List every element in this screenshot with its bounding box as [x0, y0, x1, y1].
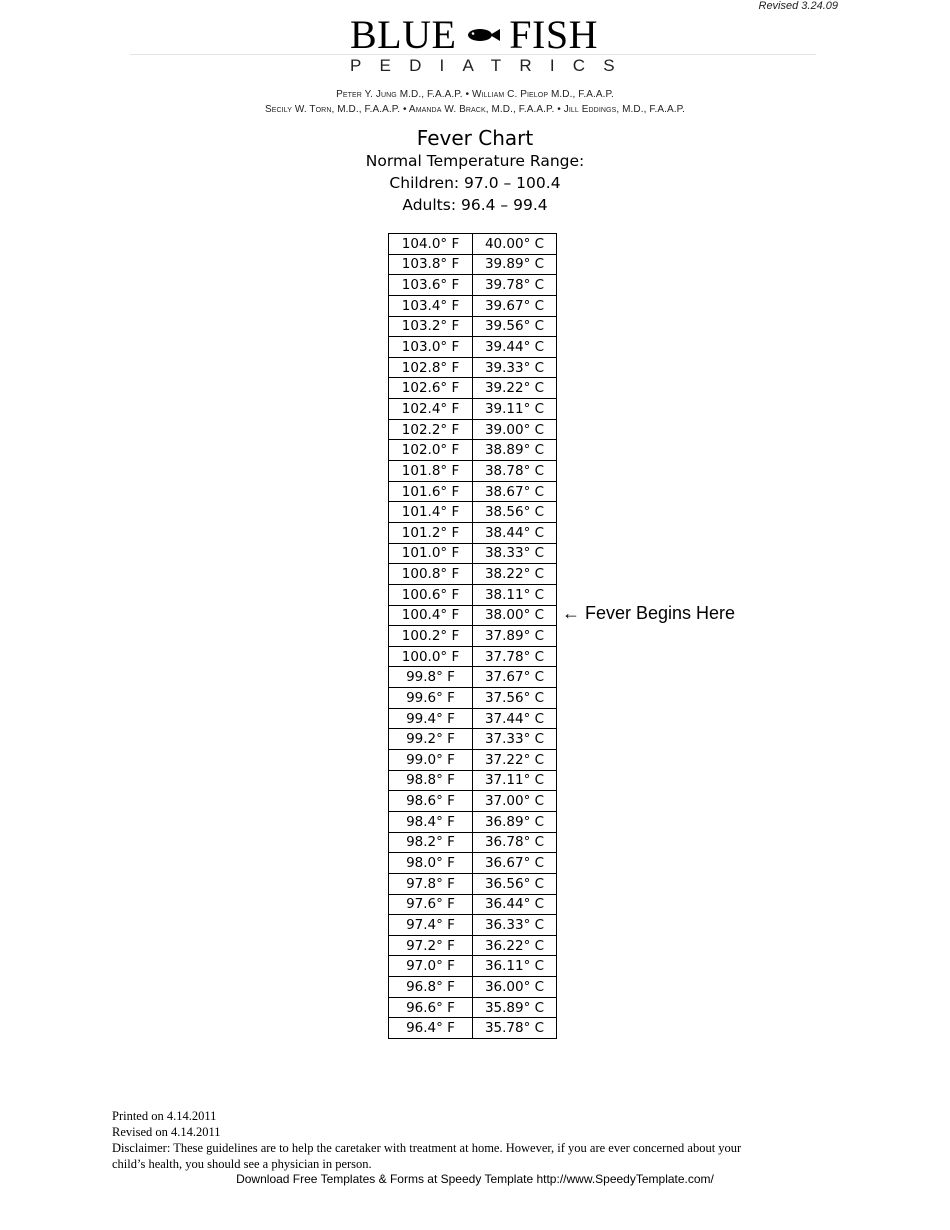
revised-on-date: Revised on 4.14.2011 [112, 1125, 221, 1139]
celsius-cell: 38.44° C [473, 522, 557, 543]
table-row [389, 750, 557, 771]
celsius-cell: 38.00° C [473, 605, 557, 626]
table-row [389, 997, 557, 1018]
table-row [389, 522, 557, 543]
table-row [389, 543, 557, 564]
table-row [389, 729, 557, 750]
celsius-cell: 37.44° C [473, 708, 557, 729]
fahrenheit-cell: 102.4° F [389, 399, 473, 420]
fahrenheit-cell: 98.2° F [389, 832, 473, 853]
logo-word-right: FISH [509, 12, 598, 57]
table-row [389, 811, 557, 832]
printed-date: Printed on 4.14.2011 [112, 1109, 217, 1123]
table-row [389, 481, 557, 502]
celsius-cell: 40.00° C [473, 234, 557, 255]
download-link[interactable]: Download Free Templates & Forms at Speedy Template http://www.SpeedyTemplate.com/ [236, 1172, 714, 1186]
celsius-cell: 36.78° C [473, 832, 557, 853]
fahrenheit-cell: 96.6° F [389, 997, 473, 1018]
doctors-line-1: Peter Y. Jung M.D., F.A.A.P. • William C. Pielop M.D., F.A.A.P. [336, 89, 614, 100]
fahrenheit-cell: 104.0° F [389, 234, 473, 255]
fahrenheit-cell: 101.0° F [389, 543, 473, 564]
fahrenheit-cell: 96.4° F [389, 1018, 473, 1039]
celsius-cell: 39.11° C [473, 399, 557, 420]
celsius-cell: 39.78° C [473, 275, 557, 296]
table-row [389, 295, 557, 316]
celsius-cell: 39.56° C [473, 316, 557, 337]
fahrenheit-cell: 100.6° F [389, 584, 473, 605]
celsius-cell: 36.44° C [473, 894, 557, 915]
table-row [389, 894, 557, 915]
table-row [389, 977, 557, 998]
fahrenheit-cell: 100.8° F [389, 564, 473, 585]
doctors-line-2: Secily W. Torn, M.D., F.A.A.P. • Amanda W. Brack, M.D., F.A.A.P. • Jill Eddings, M.D., F.A.A.P. [264, 104, 685, 115]
fahrenheit-cell: 100.2° F [389, 626, 473, 647]
table-row [389, 254, 557, 275]
logo-subtitle: PEDIATRICS [350, 56, 633, 75]
fahrenheit-cell: 98.8° F [389, 770, 473, 791]
fahrenheit-cell: 102.8° F [389, 357, 473, 378]
table-row [389, 832, 557, 853]
celsius-cell: 38.78° C [473, 461, 557, 482]
adults-range: Adults: 96.4 – 99.4 [402, 196, 548, 214]
fahrenheit-cell: 96.8° F [389, 977, 473, 998]
table-row [389, 316, 557, 337]
table-row [389, 357, 557, 378]
range-heading: Normal Temperature Range: [365, 152, 585, 170]
table-row [389, 688, 557, 709]
celsius-cell: 38.11° C [473, 584, 557, 605]
fahrenheit-cell: 99.0° F [389, 750, 473, 771]
table-row [389, 605, 557, 626]
celsius-cell: 35.78° C [473, 1018, 557, 1039]
temperature-table [388, 233, 557, 1039]
table-row [389, 626, 557, 647]
fahrenheit-cell: 99.2° F [389, 729, 473, 750]
celsius-cell: 36.56° C [473, 873, 557, 894]
celsius-cell: 36.22° C [473, 935, 557, 956]
celsius-cell: 35.89° C [473, 997, 557, 1018]
table-row [389, 564, 557, 585]
table-row [389, 853, 557, 874]
table-row [389, 646, 557, 667]
table-row [389, 502, 557, 523]
celsius-cell: 39.44° C [473, 337, 557, 358]
fahrenheit-cell: 102.0° F [389, 440, 473, 461]
fahrenheit-cell: 98.0° F [389, 853, 473, 874]
fahrenheit-cell: 99.4° F [389, 708, 473, 729]
celsius-cell: 37.33° C [473, 729, 557, 750]
table-row [389, 1018, 557, 1039]
fahrenheit-cell: 102.2° F [389, 419, 473, 440]
fahrenheit-cell: 103.8° F [389, 254, 473, 275]
fahrenheit-cell: 97.0° F [389, 956, 473, 977]
page-title: Fever Chart [416, 126, 534, 150]
celsius-cell: 39.00° C [473, 419, 557, 440]
table-row [389, 399, 557, 420]
celsius-cell: 36.67° C [473, 853, 557, 874]
fahrenheit-cell: 97.8° F [389, 873, 473, 894]
celsius-cell: 36.11° C [473, 956, 557, 977]
table-row [389, 956, 557, 977]
fahrenheit-cell: 103.4° F [389, 295, 473, 316]
celsius-cell: 37.89° C [473, 626, 557, 647]
table-row [389, 708, 557, 729]
logo-word-left: BLUE [350, 12, 457, 57]
logo [350, 14, 598, 56]
table-row [389, 337, 557, 358]
fahrenheit-cell: 99.6° F [389, 688, 473, 709]
celsius-cell: 37.78° C [473, 646, 557, 667]
header-divider [130, 54, 816, 55]
children-range: Children: 97.0 – 100.4 [389, 174, 561, 192]
celsius-cell: 39.33° C [473, 357, 557, 378]
celsius-cell: 38.33° C [473, 543, 557, 564]
fahrenheit-cell: 98.4° F [389, 811, 473, 832]
fahrenheit-cell: 103.2° F [389, 316, 473, 337]
disclaimer-line-1: Disclaimer: These guidelines are to help the caretaker with treatment at home. However, if you are ever concerned about your [112, 1141, 742, 1155]
celsius-cell: 38.89° C [473, 440, 557, 461]
celsius-cell: 38.22° C [473, 564, 557, 585]
fahrenheit-cell: 100.0° F [389, 646, 473, 667]
table-row [389, 584, 557, 605]
fahrenheit-cell: 103.6° F [389, 275, 473, 296]
celsius-cell: 37.67° C [473, 667, 557, 688]
fahrenheit-cell: 97.4° F [389, 915, 473, 936]
fish-icon [464, 25, 502, 45]
fahrenheit-cell: 101.6° F [389, 481, 473, 502]
fahrenheit-cell: 100.4° F [389, 605, 473, 626]
fahrenheit-cell: 98.6° F [389, 791, 473, 812]
fahrenheit-cell: 97.2° F [389, 935, 473, 956]
table-row [389, 440, 557, 461]
disclaimer-line-2: child’s health, you should see a physician in person. [112, 1157, 372, 1171]
celsius-cell: 39.67° C [473, 295, 557, 316]
table-row [389, 419, 557, 440]
table-row [389, 461, 557, 482]
fahrenheit-cell: 101.4° F [389, 502, 473, 523]
table-row [389, 770, 557, 791]
table-row [389, 935, 557, 956]
table-row [389, 791, 557, 812]
fahrenheit-cell: 99.8° F [389, 667, 473, 688]
fahrenheit-cell: 97.6° F [389, 894, 473, 915]
celsius-cell: 37.11° C [473, 770, 557, 791]
fahrenheit-cell: 101.2° F [389, 522, 473, 543]
celsius-cell: 39.89° C [473, 254, 557, 275]
celsius-cell: 38.67° C [473, 481, 557, 502]
table-row [389, 667, 557, 688]
table-row [389, 378, 557, 399]
fahrenheit-cell: 103.0° F [389, 337, 473, 358]
celsius-cell: 37.56° C [473, 688, 557, 709]
table-row [389, 234, 557, 255]
revised-date: Revised 3.24.09 [758, 0, 838, 12]
fahrenheit-cell: 102.6° F [389, 378, 473, 399]
celsius-cell: 36.89° C [473, 811, 557, 832]
fever-begins-note: ← Fever Begins Here [562, 603, 736, 623]
table-row [389, 275, 557, 296]
table-row [389, 915, 557, 936]
fahrenheit-cell: 101.8° F [389, 461, 473, 482]
celsius-cell: 36.33° C [473, 915, 557, 936]
celsius-cell: 39.22° C [473, 378, 557, 399]
celsius-cell: 36.00° C [473, 977, 557, 998]
celsius-cell: 37.22° C [473, 750, 557, 771]
celsius-cell: 38.56° C [473, 502, 557, 523]
table-row [389, 873, 557, 894]
celsius-cell: 37.00° C [473, 791, 557, 812]
